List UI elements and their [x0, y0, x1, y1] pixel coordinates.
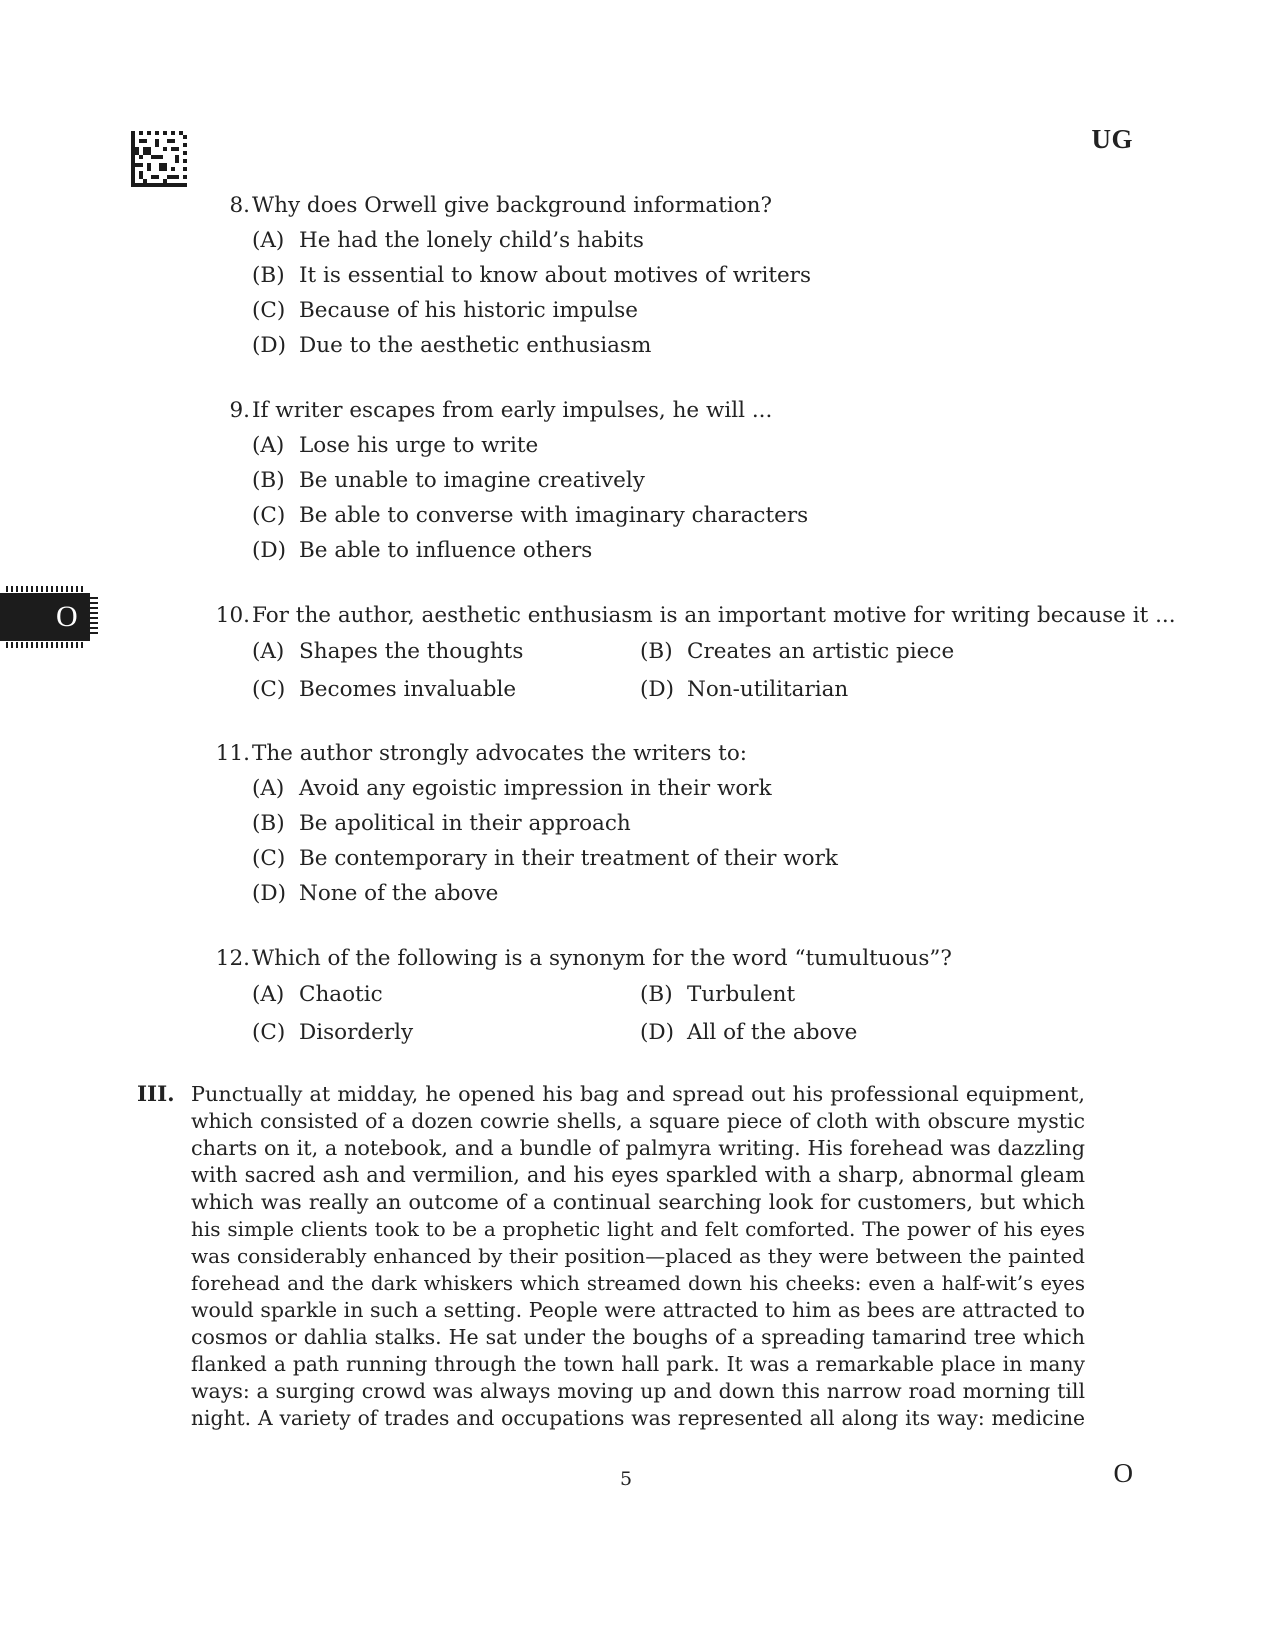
passage-line: forehead and the dark whiskers which streamed down his cheeks: even a half-wit’s eyes	[191, 1272, 1085, 1295]
option-c[interactable]: (C) Be contemporary in their treatment of their work	[252, 846, 838, 871]
question-number: 8.	[229, 193, 250, 218]
passage-line: his simple clients took to be a prophetic light and felt comforted. The power of his eyes	[191, 1217, 1085, 1241]
question-text: The author strongly advocates the writers to:	[252, 741, 748, 766]
option-a[interactable]: (A) Avoid any egoistic impression in their work	[252, 776, 772, 801]
side-set-tab	[0, 593, 98, 641]
passage-line: charts on it, a notebook, and a bundle of palmyra writing. His forehead was dazzling	[191, 1136, 1085, 1160]
option-c[interactable]: (C) Disorderly	[252, 1020, 414, 1045]
passage-line: would sparkle in such a setting. People were attracted to him as bees are attracted to	[191, 1298, 1085, 1322]
tab-ticks-right	[90, 597, 98, 637]
question-number: 9.	[229, 398, 250, 423]
question-10	[180, 598, 1176, 709]
question-number: 11.	[215, 741, 250, 766]
passage-line: Punctually at midday, he opened his bag and spread out his professional equipment,	[191, 1082, 1085, 1106]
question-8	[180, 188, 1130, 363]
passage-number: III.	[137, 1082, 175, 1107]
option-d[interactable]: (D) All of the above	[640, 1020, 858, 1045]
option-d[interactable]: (D) Non-utilitarian	[640, 677, 849, 702]
question-number: 10.	[215, 603, 250, 628]
set-code-footer: O	[1113, 1458, 1133, 1488]
tab-ticks-bottom	[6, 642, 86, 648]
question-9	[180, 393, 1130, 568]
option-d[interactable]: (D) Due to the aesthetic enthusiasm	[252, 333, 652, 358]
passage-line: cosmos or dahlia stalks. He sat under the boughs of a spreading tamarind tree which	[191, 1325, 1085, 1349]
option-b[interactable]: (B) Turbulent	[640, 982, 796, 1007]
question-text: Why does Orwell give background information?	[252, 193, 773, 218]
question-11	[180, 736, 1130, 911]
option-c[interactable]: (C) Because of his historic impulse	[252, 298, 639, 323]
page-number: 5	[620, 1468, 633, 1490]
qr-code-image	[131, 131, 187, 187]
question-number: 12.	[215, 946, 250, 971]
passage-text	[191, 1081, 1085, 1432]
question-text: For the author, aesthetic enthusiasm is an important motive for writing because it ...	[252, 603, 1176, 628]
option-a[interactable]: (A) Chaotic	[252, 982, 383, 1007]
option-a[interactable]: (A) Lose his urge to write	[252, 433, 539, 458]
passage-line: ways: a surging crowd was always moving up and down this narrow road morning till	[191, 1379, 1085, 1403]
passage-line: which was really an outcome of a continual searching look for customers, but which	[191, 1190, 1085, 1214]
option-c[interactable]: (C) Be able to converse with imaginary characters	[252, 503, 809, 528]
passage-line: which consisted of a dozen cowrie shells, a square piece of cloth with obscure mystic	[191, 1109, 1085, 1133]
option-b[interactable]: (B) Be apolitical in their approach	[252, 811, 631, 836]
option-a[interactable]: (A) Shapes the thoughts	[252, 639, 524, 664]
paper-code-header: UG	[1091, 124, 1133, 154]
option-b[interactable]: (B) Creates an artistic piece	[640, 639, 955, 664]
question-text: If writer escapes from early impulses, he will ...	[252, 398, 773, 423]
option-d[interactable]: (D) None of the above	[252, 881, 499, 906]
question-12	[180, 941, 1130, 1052]
question-text: Which of the following is a synonym for the word “tumultuous”?	[252, 946, 952, 971]
tab-ticks-top	[6, 586, 86, 592]
option-c[interactable]: (C) Becomes invaluable	[252, 677, 517, 702]
option-a[interactable]: (A) He had the lonely child’s habits	[252, 228, 644, 253]
passage-line: was considerably enhanced by their position—placed as they were between the painted	[191, 1244, 1085, 1268]
option-b[interactable]: (B) Be unable to imagine creatively	[252, 468, 645, 493]
passage-line: flanked a path running through the town hall park. It was a remarkable place in many	[191, 1352, 1085, 1376]
option-d[interactable]: (D) Be able to influence others	[252, 538, 593, 563]
passage-line: with sacred ash and vermilion, and his eyes sparkled with a sharp, abnormal gleam	[191, 1163, 1085, 1187]
option-b[interactable]: (B) It is essential to know about motives of writers	[252, 263, 811, 288]
passage-line: night. A variety of trades and occupations was represented all along its way: medicine	[191, 1406, 1085, 1430]
tab-set-letter: O	[56, 600, 78, 633]
